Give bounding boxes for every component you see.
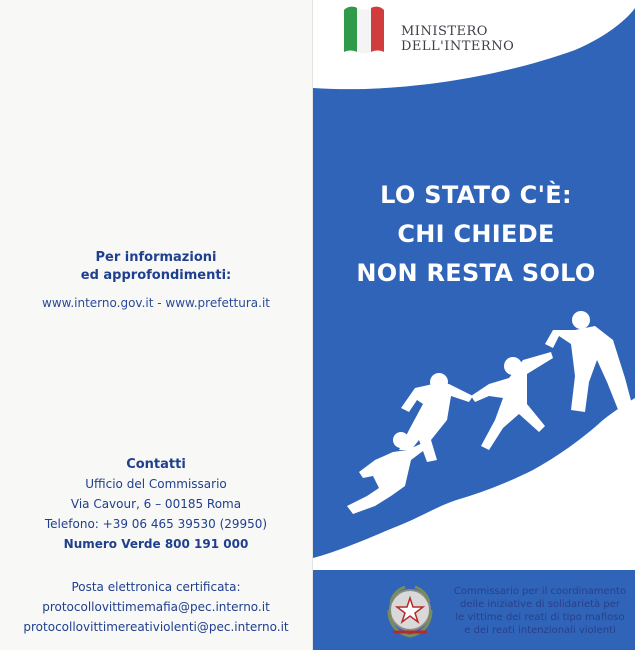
ministry-name-line-1: MINISTERO <box>401 24 488 39</box>
pec-label: Posta elettronica certificata: <box>71 580 241 594</box>
commissario-text <box>449 585 631 637</box>
right-panel <box>313 0 635 650</box>
commissario-line-1: Commissario per il coordinamento <box>453 586 627 597</box>
contacts-office: Ufficio del Commissario <box>85 477 227 491</box>
headline-line-3: NON RESTA SOLO <box>356 259 596 287</box>
contacts-phone: Telefono: +39 06 465 39530 (29950) <box>44 517 268 531</box>
pec-email-1: protocollovittimemafia@pec.interno.it <box>42 600 270 614</box>
commissario-line-3: le vittime dei reati di tipo mafioso <box>455 612 625 623</box>
headline-line-1: LO STATO C'È: <box>380 181 572 209</box>
info-heading-line-2: ed approfondimenti: <box>80 268 232 283</box>
ministry-name-line-2: DELL'INTERNO <box>401 39 515 54</box>
contacts-toll-free: Numero Verde 800 191 000 <box>63 537 249 551</box>
contacts-address: Via Cavour, 6 – 00185 Roma <box>70 497 242 511</box>
headline-line-2: CHI CHIEDE <box>397 220 555 248</box>
contacts-title: Contatti <box>126 457 186 472</box>
pec-block <box>0 577 312 637</box>
left-panel <box>0 0 312 650</box>
italian-flag-icon <box>342 4 386 54</box>
climbers-silhouette-icon <box>313 300 635 570</box>
contacts-block <box>0 456 312 554</box>
info-heading-line-1: Per informazioni <box>95 250 217 265</box>
commissario-line-2: delle iniziative di solidarietà per <box>460 599 620 610</box>
ministry-name <box>401 24 514 54</box>
headline <box>331 176 621 293</box>
commissario-line-4: e dei reati intenzionali violenti <box>464 625 616 636</box>
info-heading <box>0 249 312 285</box>
italian-republic-emblem-icon <box>381 580 439 640</box>
pec-email-2: protocollovittimereativiolenti@pec.interno.it <box>23 620 289 634</box>
website-links: www.interno.gov.it - www.prefettura.it <box>42 296 270 310</box>
